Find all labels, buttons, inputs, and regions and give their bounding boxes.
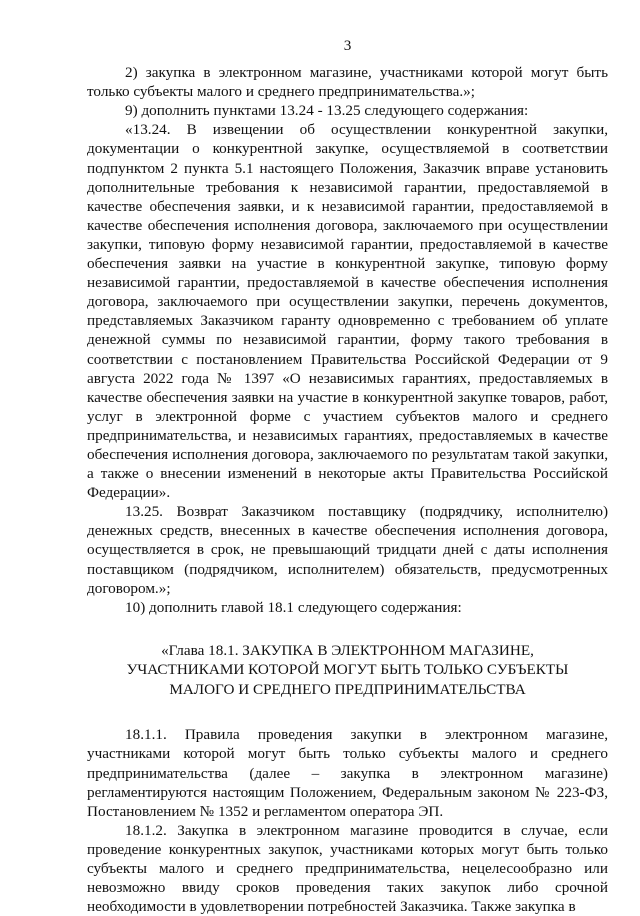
paragraph-18-1-1: 18.1.1. Правила проведения закупки в электронном магазине, участниками которой могут быть только субъекты малого и среднего предпринимательства (далее – закупка в электронном магазине) регламентируются настоящим Положением, Федеральным законом № 223-ФЗ, Постановлением № 1352 и регламентом оператора ЭП. <box>87 726 608 820</box>
paragraph-item-2: 2) закупка в электронном магазине, участниками которой могут быть только субъекты малого и среднего предпринимательства.»; <box>87 64 608 101</box>
paragraph-item-10: 10) дополнить главой 18.1 следующего содержания: <box>125 598 462 616</box>
paragraph-item-9: 9) дополнить пунктами 13.24 - 13.25 следующего содержания: <box>125 102 529 120</box>
chapter-heading-line: УЧАСТНИКАМИ КОТОРОЙ МОГУТ БЫТЬ ТОЛЬКО СУБЪЕКТЫ <box>126 661 569 679</box>
chapter-heading <box>87 641 608 700</box>
paragraph-18-1-2: 18.1.2. Закупка в электронном магазине проводится в случае, если проведение конкурентных закупок, участниками которых могут быть только субъекты малого и среднего предпринимательства, нецелесообразно или невозможно ввиду сроков проведения таких закупок либо срочной необходимости в удовлетворении потребностей Заказчика. Также закупка в <box>87 821 608 916</box>
chapter-heading-line: «Глава 18.1. ЗАКУПКА В ЭЛЕКТРОННОМ МАГАЗИНЕ, <box>161 641 534 659</box>
chapter-heading-line: МАЛОГО И СРЕДНЕГО ПРЕДПРИНИМАТЕЛЬСТВА <box>169 680 526 698</box>
page-number: 3 <box>343 37 352 54</box>
paragraph-13-24: «13.24. В извещении об осуществлении конкурентной закупки, документации о конкурентной закупке, осуществляемой в соответствии подпунктом 2 пункта 5.1 настоящего Положения, Заказчик вправе установить дополнительные требования к независимой гарантии, предоставляемой в качестве обеспечения заявки, и к независимой гарантии, предоставляемой в качестве обеспечения исполнения договора, заключаемого при осуществлении закупки, типовую форму независимой гарантии, предоставляемой в качестве обеспечения заявки на участие в конкурентной закупке, типовую форму независимой гарантии, предоставляемой в качестве обеспечения исполнения договора, заключаемого при осуществлении закупки, перечень документов, представляемых Заказчиком гаранту одновременно с требованием об уплате денежной суммы по независимой гарантии, форму такого требования в соответствии с постановлением Правительства Российской Федерации от 9 августа 2022 года № 1397 «О независимых гарантиях, предоставляемых в качестве обеспечения заявки на участие в конкурентной закупке товаров, работ, услуг в электронной форме с участием субъектов малого и среднего предпринимательства, и независимых гарантиях, предоставляемых в качестве обеспечения исполнения договора, заключаемого по результатам такой закупки, а также о внесении изменений в некоторые акты Правительства Российской Федерации». <box>87 121 608 502</box>
paragraph-13-25: 13.25. Возврат Заказчиком поставщику (подрядчику, исполнителю) денежных средств, внесенных в качестве обеспечения исполнения договора, осуществляется в срок, не превышающий тридцати дней с даты исполнения поставщиком (подрядчиком, исполнителем) обязательств, предусмотренных договором.»; <box>87 503 608 597</box>
